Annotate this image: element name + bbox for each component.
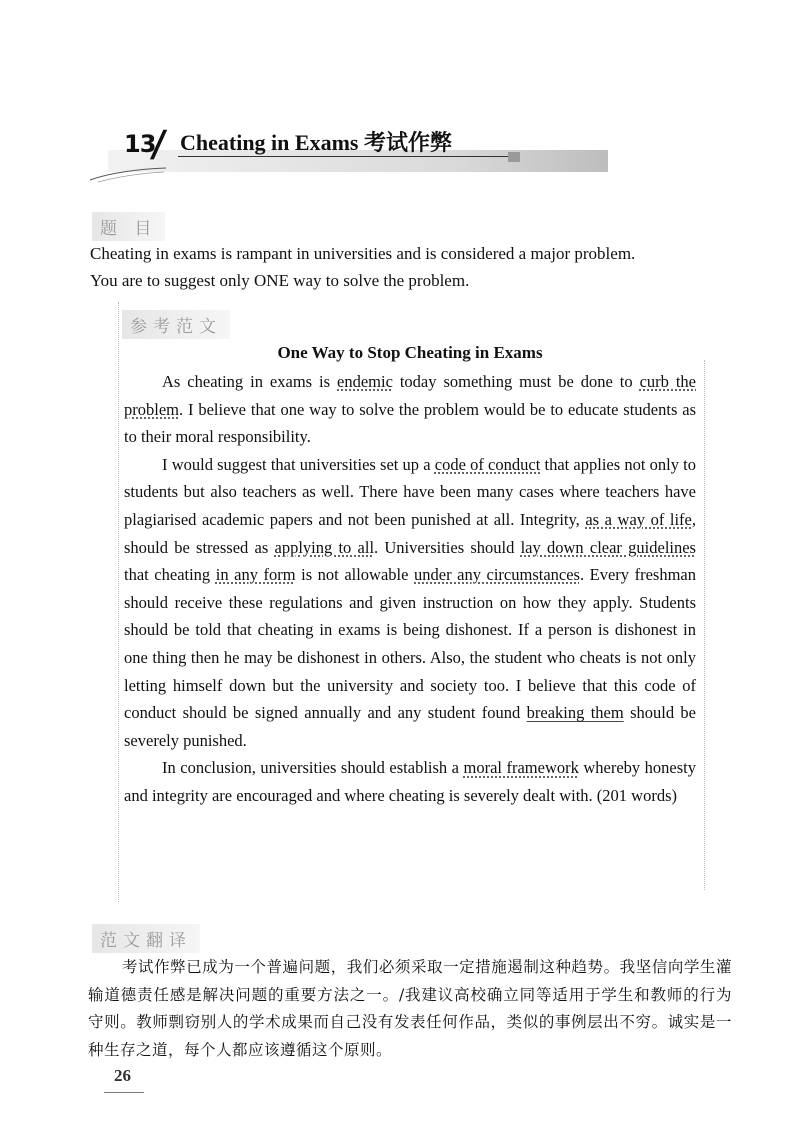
chapter-slash: / xyxy=(149,124,169,165)
vocab-highlight: endemic xyxy=(337,372,393,391)
text: whereby honesty and integrity are encouraged and where cheating is severely dealt with. (201 words) xyxy=(124,758,697,805)
prompt-line-2: You are to suggest only ONE way to solve the problem. xyxy=(90,271,470,290)
vocab-highlight: curb the problem xyxy=(124,372,696,419)
chapter-underline xyxy=(178,156,508,157)
text: As cheating in exams is xyxy=(162,372,337,391)
vocab-highlight: applying to all xyxy=(274,537,375,557)
translation-body xyxy=(88,954,732,1064)
prompt xyxy=(90,240,730,294)
vocab-highlight: breaking them xyxy=(526,703,624,723)
chapter-header xyxy=(88,118,548,188)
margin-rule-right xyxy=(704,360,705,890)
translation-paragraph: 考试作弊已成为一个普遍问题，我们必须采取一定措施遏制这种趋势。我坚信向学生灌输道德责任感是解决问题的重要方法之一。/我建议高校确立同等适用于学生和教师的行为守则。教师剽窃别人的学术成果而自己没有发表任何作品，类似的事例层出不穷。诚实是一种生存之道，每个人都应该遵循这个原则。 xyxy=(88,958,732,1059)
essay-title: One Way to Stop Cheating in Exams xyxy=(277,343,543,362)
vocab-highlight: moral framework xyxy=(463,758,579,778)
chapter-number: 13 xyxy=(124,130,156,158)
prompt-line-1: Cheating in exams is rampant in universities and is considered a major problem. xyxy=(90,244,636,263)
vocab-highlight: under any circumstances xyxy=(414,565,580,585)
text: that cheating xyxy=(124,565,216,585)
chapter-band-end xyxy=(508,152,520,162)
page-number: 26 xyxy=(114,1066,131,1085)
text: should be severely punished. xyxy=(124,703,696,750)
text: is not allowable xyxy=(295,565,415,585)
text: today something must be done to xyxy=(392,372,640,391)
page-number-rule xyxy=(104,1092,144,1093)
vocab-highlight: lay down clear guidelines xyxy=(520,537,696,557)
chapter-swoosh-decoration xyxy=(88,164,168,184)
essay-paragraph-2 xyxy=(124,451,696,755)
translation-label: 范文翻译 xyxy=(92,924,200,953)
margin-rule-left xyxy=(118,302,119,902)
text: . Every freshman should receive these regulations and given instruction on how they apply. Students should be told that cheating in exams is being dishonest. If a person is dishonest in one thing then he may be dishonest in others. Also, the student who cheats is not only letting himself down but the university and society too. I believe that this code of conduct should be signed annually and any student found xyxy=(124,565,696,723)
essay-body xyxy=(124,368,696,810)
text: that applies not only to students but also teachers as well. There have been many cases where teachers have plagiarised academic papers and not been punished at all. Integrity, xyxy=(124,454,697,529)
sample-essay-label: 参考范文 xyxy=(122,310,230,339)
text: , should be stressed as xyxy=(124,509,697,557)
essay-paragraph-1 xyxy=(124,368,696,451)
chapter-title: Cheating in Exams 考试作弊 xyxy=(180,130,452,155)
topic-label: 题 目 xyxy=(92,212,165,241)
essay-paragraph-3 xyxy=(124,754,696,809)
vocab-highlight: as a way of life xyxy=(585,509,692,529)
vocab-highlight: in any form xyxy=(215,565,296,585)
vocab-highlight: code of conduct xyxy=(434,454,541,474)
text: I would suggest that universities set up a xyxy=(162,454,435,474)
text: . I believe that one way to solve the problem would be to educate students as to their moral responsibility. xyxy=(124,399,696,447)
text: . Universities should xyxy=(374,537,521,557)
text: In conclusion, universities should establish a xyxy=(162,758,464,778)
